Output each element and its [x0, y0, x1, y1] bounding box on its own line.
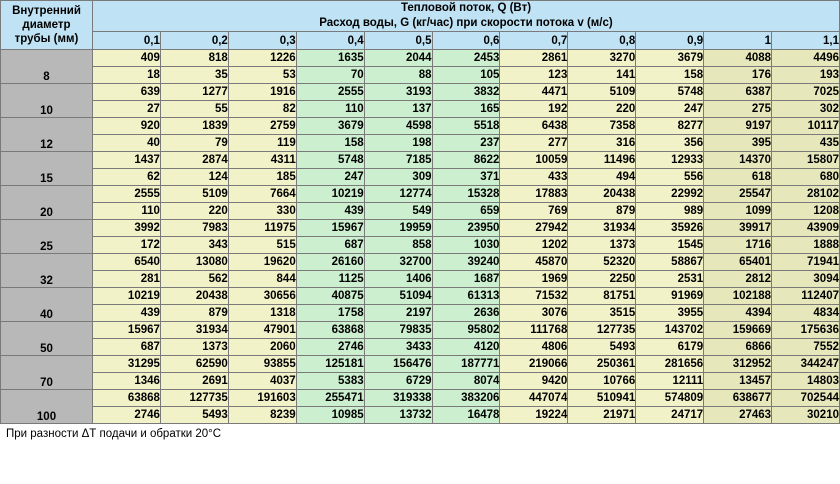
diameter-cell: 70 — [1, 356, 93, 390]
heat-flow-cell: 5748 — [636, 84, 704, 101]
heat-flow-cell: 10219 — [93, 288, 161, 305]
flow-rate-cell: 2531 — [636, 271, 704, 288]
corner-line-1: Внутренний — [12, 5, 81, 17]
heat-flow-cell: 10219 — [296, 186, 364, 203]
heat-flow-cell: 127735 — [160, 390, 228, 407]
flow-rate-cell: 515 — [228, 237, 296, 254]
heat-flow-cell: 3992 — [93, 220, 161, 237]
flow-rate-cell: 302 — [772, 101, 840, 118]
heat-flow-cell: 45870 — [500, 254, 568, 271]
heat-flow-cell: 8622 — [432, 152, 500, 169]
flow-rate-cell: 1099 — [704, 203, 772, 220]
heat-flow-cell: 20438 — [160, 288, 228, 305]
heat-flow-cell: 19620 — [228, 254, 296, 271]
flow-rate-cell: 13732 — [364, 407, 432, 424]
flow-rate-cell: 18 — [93, 67, 161, 84]
heat-flow-cell: 71532 — [500, 288, 568, 305]
diameter-cell: 32 — [1, 254, 93, 288]
table-row — [1, 305, 840, 322]
heat-flow-cell: 17883 — [500, 186, 568, 203]
flow-rate-cell: 8239 — [228, 407, 296, 424]
corner-line-2: диаметр — [22, 19, 71, 31]
heat-flow-cell: 312952 — [704, 356, 772, 373]
flow-rate-cell: 105 — [432, 67, 500, 84]
flow-rate-cell: 110 — [93, 203, 161, 220]
flow-rate-cell: 687 — [93, 339, 161, 356]
heat-flow-cell: 7664 — [228, 186, 296, 203]
heat-flow-cell: 95802 — [432, 322, 500, 339]
table-row — [1, 118, 840, 135]
heat-flow-cell: 112407 — [772, 288, 840, 305]
flow-rate-cell: 1716 — [704, 237, 772, 254]
flow-rate-cell: 1202 — [500, 237, 568, 254]
table-row — [1, 322, 840, 339]
heat-flow-cell: 187771 — [432, 356, 500, 373]
flow-rate-cell: 879 — [160, 305, 228, 322]
flow-rate-cell: 1318 — [228, 305, 296, 322]
flow-rate-cell: 2060 — [228, 339, 296, 356]
flow-rate-cell: 27463 — [704, 407, 772, 424]
diameter-cell: 10 — [1, 84, 93, 118]
heat-flow-cell: 818 — [160, 50, 228, 67]
flow-rate-cell: 687 — [296, 237, 364, 254]
flow-rate-cell: 1373 — [160, 339, 228, 356]
flow-rate-cell: 4806 — [500, 339, 568, 356]
flow-rate-cell: 137 — [364, 101, 432, 118]
heat-flow-cell: 10117 — [772, 118, 840, 135]
heat-flow-cell: 30656 — [228, 288, 296, 305]
flow-rate-cell: 330 — [228, 203, 296, 220]
flow-rate-cell: 1208 — [772, 203, 840, 220]
heat-flow-cell: 23950 — [432, 220, 500, 237]
table-row — [1, 203, 840, 220]
heat-flow-cell: 1635 — [296, 50, 364, 67]
table-row — [1, 390, 840, 407]
diameter-cell: 12 — [1, 118, 93, 152]
heat-flow-cell: 143702 — [636, 322, 704, 339]
heat-flow-cell: 81751 — [568, 288, 636, 305]
flow-rate-cell: 6866 — [704, 339, 772, 356]
heat-flow-cell: 62590 — [160, 356, 228, 373]
flow-rate-cell: 439 — [296, 203, 364, 220]
heat-flow-cell: 14370 — [704, 152, 772, 169]
flow-rate-cell: 192 — [500, 101, 568, 118]
flow-rate-cell: 316 — [568, 135, 636, 152]
flow-rate-cell: 858 — [364, 237, 432, 254]
flow-rate-cell: 124 — [160, 169, 228, 186]
heat-flow-cell: 2861 — [500, 50, 568, 67]
header-speed-row — [1, 32, 840, 50]
heat-flow-cell: 9197 — [704, 118, 772, 135]
heat-flow-cell: 2044 — [364, 50, 432, 67]
heat-flow-cell: 52320 — [568, 254, 636, 271]
header-title-row — [1, 1, 840, 32]
flow-rate-cell: 562 — [160, 271, 228, 288]
diameter-cell: 100 — [1, 390, 93, 424]
heat-flow-cell: 93855 — [228, 356, 296, 373]
header-corner-cell — [1, 1, 93, 50]
heat-flow-cell: 1916 — [228, 84, 296, 101]
flow-rate-cell: 30210 — [772, 407, 840, 424]
table-row — [1, 373, 840, 390]
flow-rate-cell: 24717 — [636, 407, 704, 424]
flow-rate-cell: 70 — [296, 67, 364, 84]
flow-rate-cell: 27 — [93, 101, 161, 118]
flow-rate-cell: 79 — [160, 135, 228, 152]
heat-flow-cell: 47901 — [228, 322, 296, 339]
flow-rate-cell: 4037 — [228, 373, 296, 390]
heat-flow-cell: 5109 — [568, 84, 636, 101]
heat-flow-cell: 127735 — [568, 322, 636, 339]
heat-flow-cell: 31934 — [568, 220, 636, 237]
heat-flow-cell: 4598 — [364, 118, 432, 135]
flow-rate-cell: 14803 — [772, 373, 840, 390]
heat-flow-cell: 63868 — [93, 390, 161, 407]
table-row — [1, 84, 840, 101]
header-speed-11: 1,1 — [772, 32, 840, 50]
heat-flow-cell: 25547 — [704, 186, 772, 203]
header-speed-5: 0,5 — [364, 32, 432, 50]
heat-flow-cell: 510941 — [568, 390, 636, 407]
heat-flow-cell: 1226 — [228, 50, 296, 67]
flow-rate-cell: 659 — [432, 203, 500, 220]
flow-rate-cell: 12111 — [636, 373, 704, 390]
heat-flow-cell: 175636 — [772, 322, 840, 339]
heat-flow-cell: 10059 — [500, 152, 568, 169]
flow-rate-cell: 2250 — [568, 271, 636, 288]
flow-rate-cell: 119 — [228, 135, 296, 152]
flow-rate-cell: 21971 — [568, 407, 636, 424]
heat-flow-cell: 40875 — [296, 288, 364, 305]
table-row — [1, 254, 840, 271]
heat-flow-cell: 91969 — [636, 288, 704, 305]
heat-flow-cell: 35926 — [636, 220, 704, 237]
heat-flow-cell: 191603 — [228, 390, 296, 407]
heat-flow-cell: 32700 — [364, 254, 432, 271]
diameter-cell: 20 — [1, 186, 93, 220]
heat-flow-cell: 920 — [93, 118, 161, 135]
flow-rate-cell: 2197 — [364, 305, 432, 322]
flow-rate-cell: 237 — [432, 135, 500, 152]
table-row — [1, 407, 840, 424]
flow-rate-cell: 4394 — [704, 305, 772, 322]
flow-rate-cell: 989 — [636, 203, 704, 220]
flow-rate-cell: 176 — [704, 67, 772, 84]
flow-rate-cell: 769 — [500, 203, 568, 220]
flow-rate-cell: 185 — [228, 169, 296, 186]
flow-rate-cell: 2812 — [704, 271, 772, 288]
heat-flow-cell: 102188 — [704, 288, 772, 305]
flow-rate-cell: 193 — [772, 67, 840, 84]
heat-flow-cell: 4311 — [228, 152, 296, 169]
flow-rate-cell: 40 — [93, 135, 161, 152]
heat-flow-cell: 39917 — [704, 220, 772, 237]
heat-flow-cell: 15967 — [93, 322, 161, 339]
title-line-2: Расход воды, G (кг/час) при скорости потока v (м/с) — [319, 17, 613, 29]
heat-flow-cell: 12774 — [364, 186, 432, 203]
flow-rate-cell: 55 — [160, 101, 228, 118]
table-row — [1, 135, 840, 152]
flow-rate-cell: 158 — [636, 67, 704, 84]
flow-rate-cell: 2691 — [160, 373, 228, 390]
flow-rate-cell: 3076 — [500, 305, 568, 322]
flow-rate-cell: 3955 — [636, 305, 704, 322]
flow-rate-cell: 158 — [296, 135, 364, 152]
heat-flow-cell: 22992 — [636, 186, 704, 203]
flow-rate-cell: 123 — [500, 67, 568, 84]
flow-rate-cell: 247 — [296, 169, 364, 186]
heat-flow-cell: 6387 — [704, 84, 772, 101]
header-speed-1: 0,1 — [93, 32, 161, 50]
header-speed-6: 0,6 — [432, 32, 500, 50]
heat-flow-cell: 219066 — [500, 356, 568, 373]
diameter-cell: 50 — [1, 322, 93, 356]
heat-flow-cell: 319338 — [364, 390, 432, 407]
table-row — [1, 50, 840, 67]
flow-rate-cell: 16478 — [432, 407, 500, 424]
heat-flow-cell: 250361 — [568, 356, 636, 373]
heat-flow-cell: 5518 — [432, 118, 500, 135]
flow-rate-cell: 356 — [636, 135, 704, 152]
header-speed-10: 1 — [704, 32, 772, 50]
flow-rate-cell: 82 — [228, 101, 296, 118]
flow-rate-cell: 7552 — [772, 339, 840, 356]
flow-rate-cell: 439 — [93, 305, 161, 322]
heat-flow-cell: 2555 — [296, 84, 364, 101]
heat-flow-cell: 574809 — [636, 390, 704, 407]
heat-flow-cell: 15328 — [432, 186, 500, 203]
table-row — [1, 220, 840, 237]
heat-flow-cell: 65401 — [704, 254, 772, 271]
table-row — [1, 339, 840, 356]
flow-rate-cell: 275 — [704, 101, 772, 118]
heat-flow-cell: 19959 — [364, 220, 432, 237]
heat-flow-cell: 5748 — [296, 152, 364, 169]
header-speed-3: 0,3 — [228, 32, 296, 50]
flow-rate-cell: 53 — [228, 67, 296, 84]
heat-flow-cell: 638677 — [704, 390, 772, 407]
flow-rate-cell: 5493 — [160, 407, 228, 424]
flow-rate-cell: 2636 — [432, 305, 500, 322]
heat-flow-cell: 7025 — [772, 84, 840, 101]
heat-flow-cell: 4088 — [704, 50, 772, 67]
header-speed-9: 0,9 — [636, 32, 704, 50]
flow-rate-cell: 3515 — [568, 305, 636, 322]
flow-rate-cell: 172 — [93, 237, 161, 254]
heat-flow-cell: 28102 — [772, 186, 840, 203]
table-row — [1, 288, 840, 305]
heat-flow-cell: 6438 — [500, 118, 568, 135]
flow-rate-cell: 435 — [772, 135, 840, 152]
diameter-cell: 8 — [1, 50, 93, 84]
flow-rate-cell: 110 — [296, 101, 364, 118]
flow-rate-cell: 62 — [93, 169, 161, 186]
heat-flow-cell: 63868 — [296, 322, 364, 339]
flow-rate-cell: 10985 — [296, 407, 364, 424]
flow-rate-cell: 618 — [704, 169, 772, 186]
flow-rate-cell: 1373 — [568, 237, 636, 254]
heat-flow-cell: 125181 — [296, 356, 364, 373]
heat-flow-cell: 156476 — [364, 356, 432, 373]
flow-rate-cell: 371 — [432, 169, 500, 186]
flow-rate-cell: 8074 — [432, 373, 500, 390]
heat-flow-cell: 7983 — [160, 220, 228, 237]
table-header — [1, 1, 840, 50]
flow-rate-cell: 879 — [568, 203, 636, 220]
flow-rate-cell: 1969 — [500, 271, 568, 288]
flow-rate-cell: 556 — [636, 169, 704, 186]
heat-flow-cell: 702544 — [772, 390, 840, 407]
heat-flow-cell: 3193 — [364, 84, 432, 101]
heat-flow-cell: 2555 — [93, 186, 161, 203]
flow-rate-cell: 844 — [228, 271, 296, 288]
heat-flow-cell: 12933 — [636, 152, 704, 169]
flow-rate-cell: 19224 — [500, 407, 568, 424]
flow-rate-cell: 1030 — [432, 237, 500, 254]
heat-flow-cell: 409 — [93, 50, 161, 67]
flow-rate-cell: 1687 — [432, 271, 500, 288]
heat-flow-cell: 639 — [93, 84, 161, 101]
table-row — [1, 152, 840, 169]
flow-rate-cell: 277 — [500, 135, 568, 152]
table-row — [1, 67, 840, 84]
heat-flow-cell: 281656 — [636, 356, 704, 373]
heat-flow-cell: 6540 — [93, 254, 161, 271]
flow-rate-cell: 680 — [772, 169, 840, 186]
heat-flow-cell: 4471 — [500, 84, 568, 101]
flow-rate-cell: 3094 — [772, 271, 840, 288]
heat-flow-cell: 5109 — [160, 186, 228, 203]
flow-rate-cell: 35 — [160, 67, 228, 84]
heat-flow-cell: 79835 — [364, 322, 432, 339]
table-row — [1, 169, 840, 186]
heat-flow-cell: 26160 — [296, 254, 364, 271]
heat-flow-cell: 2453 — [432, 50, 500, 67]
flow-rate-cell: 433 — [500, 169, 568, 186]
table-row — [1, 237, 840, 254]
flow-rate-cell: 198 — [364, 135, 432, 152]
heat-flow-cell: 13080 — [160, 254, 228, 271]
heat-flow-cell: 58867 — [636, 254, 704, 271]
heat-flow-cell: 111768 — [500, 322, 568, 339]
flow-rate-cell: 5383 — [296, 373, 364, 390]
heat-flow-cell: 31295 — [93, 356, 161, 373]
table-row — [1, 101, 840, 118]
flow-rate-cell: 165 — [432, 101, 500, 118]
heat-flow-cell: 159669 — [704, 322, 772, 339]
heat-flow-cell: 7358 — [568, 118, 636, 135]
heat-flow-cell: 8277 — [636, 118, 704, 135]
heat-flow-cell: 3679 — [296, 118, 364, 135]
table-body — [1, 50, 840, 424]
heat-flow-cell: 7185 — [364, 152, 432, 169]
table-row — [1, 186, 840, 203]
flow-rate-cell: 13457 — [704, 373, 772, 390]
title-line-1: Тепловой поток, Q (Вт) — [400, 2, 532, 14]
heat-flow-cell: 3679 — [636, 50, 704, 67]
heat-flow-cell: 1437 — [93, 152, 161, 169]
flow-rate-cell: 220 — [160, 203, 228, 220]
heat-flow-cell: 2874 — [160, 152, 228, 169]
heat-flow-cell: 2759 — [228, 118, 296, 135]
diameter-cell: 25 — [1, 220, 93, 254]
flow-rate-cell: 1888 — [772, 237, 840, 254]
header-speed-7: 0,7 — [500, 32, 568, 50]
heat-flow-cell: 15967 — [296, 220, 364, 237]
flow-rate-cell: 1346 — [93, 373, 161, 390]
flow-rate-cell: 4120 — [432, 339, 500, 356]
flow-rate-cell: 343 — [160, 237, 228, 254]
heat-flow-cell: 71941 — [772, 254, 840, 271]
heat-flow-cell: 383206 — [432, 390, 500, 407]
flow-rate-cell: 220 — [568, 101, 636, 118]
heat-flow-cell: 20438 — [568, 186, 636, 203]
diameter-cell: 15 — [1, 152, 93, 186]
heat-flow-cell: 39240 — [432, 254, 500, 271]
flow-rate-cell: 2746 — [296, 339, 364, 356]
heat-flow-cell: 447074 — [500, 390, 568, 407]
flow-rate-cell: 309 — [364, 169, 432, 186]
flow-rate-cell: 10766 — [568, 373, 636, 390]
footer-note: При разности ΔТ подачи и обратки 20°С — [6, 428, 222, 440]
heat-flow-cell: 1839 — [160, 118, 228, 135]
heat-flow-cell: 11975 — [228, 220, 296, 237]
corner-line-3: трубы (мм) — [14, 33, 79, 45]
flow-rate-cell: 1758 — [296, 305, 364, 322]
heat-flow-cell: 4496 — [772, 50, 840, 67]
flow-rate-cell: 88 — [364, 67, 432, 84]
flow-rate-cell: 1406 — [364, 271, 432, 288]
flow-rate-cell: 1545 — [636, 237, 704, 254]
flow-rate-cell: 494 — [568, 169, 636, 186]
heat-flow-cell: 27942 — [500, 220, 568, 237]
flow-rate-cell: 549 — [364, 203, 432, 220]
flow-rate-cell: 5493 — [568, 339, 636, 356]
flow-rate-cell: 395 — [704, 135, 772, 152]
heat-flow-cell: 1277 — [160, 84, 228, 101]
flow-rate-cell: 9420 — [500, 373, 568, 390]
heat-flow-cell: 3270 — [568, 50, 636, 67]
table-row — [1, 271, 840, 288]
heat-flow-cell: 11496 — [568, 152, 636, 169]
table-row — [1, 356, 840, 373]
heat-flow-cell: 255471 — [296, 390, 364, 407]
heat-flow-cell: 43909 — [772, 220, 840, 237]
flow-rate-cell: 1125 — [296, 271, 364, 288]
heat-flow-cell: 61313 — [432, 288, 500, 305]
diameter-cell: 40 — [1, 288, 93, 322]
flow-rate-cell: 281 — [93, 271, 161, 288]
header-title-cell — [93, 1, 840, 32]
heat-flow-cell: 31934 — [160, 322, 228, 339]
heat-flow-cell: 344247 — [772, 356, 840, 373]
heat-flow-cell: 51094 — [364, 288, 432, 305]
flow-rate-cell: 2746 — [93, 407, 161, 424]
header-speed-2: 0,2 — [160, 32, 228, 50]
heat-flow-cell: 15807 — [772, 152, 840, 169]
flow-rate-cell: 247 — [636, 101, 704, 118]
flow-rate-cell: 6179 — [636, 339, 704, 356]
flow-rate-cell: 3433 — [364, 339, 432, 356]
flow-rate-cell: 6729 — [364, 373, 432, 390]
header-speed-8: 0,8 — [568, 32, 636, 50]
flow-rate-cell: 4834 — [772, 305, 840, 322]
heat-flow-cell: 3832 — [432, 84, 500, 101]
header-speed-4: 0,4 — [296, 32, 364, 50]
flow-rate-cell: 141 — [568, 67, 636, 84]
